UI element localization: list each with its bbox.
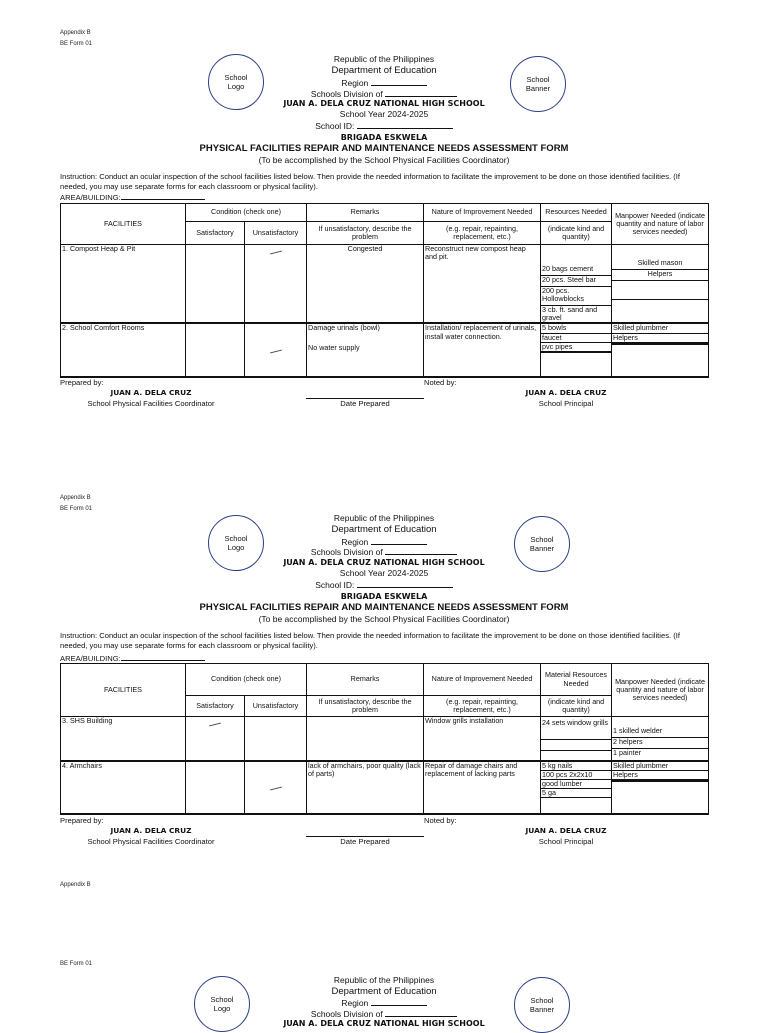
col-nature-sub: (e.g. repair, repainting, replacement, etc.) <box>424 222 541 245</box>
resource-item: 20 bags cement <box>541 265 611 276</box>
department-line: Department of Education <box>331 65 437 76</box>
manpower-item: Helpers <box>612 334 708 343</box>
col-nature-sub: (e.g. repair, repainting, replacement, etc.) <box>424 696 541 717</box>
nature-cell: Repair of damage chairs and replacement of lacking parts <box>424 761 541 814</box>
resource-item: good lumber <box>541 780 611 789</box>
school-year: School Year 2024-2025 <box>339 109 429 119</box>
manpower-cell <box>612 245 709 324</box>
manpower-item: 2 helpers <box>612 738 708 749</box>
school-banner-placeholder: School Banner <box>514 516 570 572</box>
col-manpower: Manpower Needed (indicate quantity and nature of labor services needed) <box>612 204 709 245</box>
facility-name: 4. Armchairs <box>61 761 186 814</box>
school-name: JUAN A. DELA CRUZ NATIONAL HIGH SCHOOL <box>283 1019 485 1028</box>
table-row <box>61 761 709 814</box>
form-code: BE Form 01 <box>60 41 93 47</box>
area-building-field: AREA/BUILDING: <box>60 192 205 202</box>
manpower-item: Skilled mason <box>612 259 708 270</box>
area-building-field: AREA/BUILDING: <box>60 653 205 663</box>
region-line: Region <box>180 997 588 1009</box>
manpower-item: 1 painter <box>613 748 641 757</box>
manpower-cell <box>612 323 709 377</box>
school-year: School Year 2024-2025 <box>339 568 429 578</box>
col-unsatisfactory: Unsatisfactory <box>245 696 307 717</box>
resource-item: faucet <box>541 334 611 343</box>
resource-item <box>541 740 611 751</box>
unsatisfactory-cell <box>245 761 307 814</box>
prepared-by-label: Prepared by: <box>60 378 104 387</box>
principal-title: School Principal <box>538 837 594 846</box>
school-id-line: School ID: <box>180 120 588 132</box>
form-subtitle: (To be accomplished by the School Physical Facilities Coordinator) <box>258 614 510 624</box>
resource-item: 3 cb. ft. sand and gravel <box>542 305 598 323</box>
col-facilities: FACILITIES <box>61 204 186 245</box>
col-condition: Condition (check one) <box>186 204 307 222</box>
principal-title: School Principal <box>538 399 594 408</box>
department-line: Department of Education <box>331 524 437 535</box>
col-facilities: FACILITIES <box>61 664 186 717</box>
school-logo-placeholder: School Logo <box>208 54 264 110</box>
manpower-item: Helpers <box>612 270 708 281</box>
form-code: BE Form 01 <box>60 506 93 512</box>
unsatisfactory-cell <box>245 245 307 324</box>
col-resources: Resources Needed <box>541 204 612 222</box>
school-logo-placeholder: School Logo <box>194 976 250 1032</box>
table-row <box>61 245 709 324</box>
col-resources-sub: (indicate kind and quantity) <box>541 696 612 717</box>
school-logo-placeholder: School Logo <box>208 515 264 571</box>
col-remarks-sub: If unsatisfactory, describe the problem <box>307 222 424 245</box>
program-title: BRIGADA ESKWELA <box>340 133 428 142</box>
col-remarks-sub: If unsatisfactory, describe the problem <box>307 696 424 717</box>
form-title: PHYSICAL FACILITIES REPAIR AND MAINTENANCE NEEDS ASSESSMENT FORM <box>199 602 569 613</box>
col-unsatisfactory: Unsatisfactory <box>245 222 307 245</box>
division-line: Schools Division of <box>180 88 588 100</box>
manpower-item: Skilled plumbmer <box>612 762 708 771</box>
table-row <box>61 323 709 377</box>
satisfactory-cell <box>186 717 245 761</box>
region-line: Region <box>180 77 588 89</box>
col-manpower: Manpower Needed (indicate quantity and nature of labor services needed) <box>612 664 709 717</box>
appendix-label: Appendix B <box>60 30 91 36</box>
manpower-cell <box>612 717 709 761</box>
check-mark-icon <box>270 350 282 354</box>
resources-cell <box>541 323 612 377</box>
division-line: Schools Division of <box>180 546 588 558</box>
satisfactory-cell <box>186 761 245 814</box>
manpower-cell <box>612 761 709 814</box>
resource-item: 200 pcs. Hollowblocks <box>541 287 611 306</box>
remarks-cell: lack of armchairs, poor quality (lack of parts) <box>307 761 424 814</box>
manpower-item: 1 skilled welder <box>612 727 708 738</box>
principal-name: JUAN A. DELA CRUZ <box>525 388 607 397</box>
resource-item <box>541 352 611 353</box>
school-name: JUAN A. DELA CRUZ NATIONAL HIGH SCHOOL <box>283 558 485 567</box>
facility-name: 1. Compost Heap & Pit <box>61 245 186 324</box>
resource-item: 24 sets window grills <box>541 717 611 740</box>
col-nature: Nature of Improvement Needed <box>424 664 541 696</box>
noted-by-label: Noted by: <box>424 816 457 825</box>
assessment-table <box>60 663 709 815</box>
date-prepared-label: Date Prepared <box>340 399 390 408</box>
date-prepared-label: Date Prepared <box>340 837 390 846</box>
coordinator-title: School Physical Facilities Coordinator <box>87 399 215 408</box>
col-satisfactory: Satisfactory <box>186 222 245 245</box>
facility-name: 3. SHS Building <box>61 717 186 761</box>
form-title: PHYSICAL FACILITIES REPAIR AND MAINTENANCE NEEDS ASSESSMENT FORM <box>199 143 569 154</box>
table-row <box>61 717 709 761</box>
resource-item: 5 kg nails <box>541 762 611 771</box>
division-line: Schools Division of <box>180 1008 588 1020</box>
coordinator-title: School Physical Facilities Coordinator <box>87 837 215 846</box>
check-mark-icon <box>270 251 282 255</box>
manpower-item <box>612 344 708 345</box>
remarks-cell: Damage urinals (bowl) No water supply <box>307 323 424 377</box>
coordinator-name: JUAN A. DELA CRUZ <box>110 826 192 835</box>
check-mark-icon <box>270 786 282 790</box>
unsatisfactory-cell <box>245 323 307 377</box>
form-code: BE Form 01 <box>60 961 93 967</box>
school-id-line: School ID: <box>180 579 588 591</box>
instruction-text: Instruction: Conduct an ocular inspection of the school facilities listed below. Then provide the needed information to facilitate the improvement to be done on those identified facilities. (If needed, you may use separate forms for each classroom or physical facility). <box>60 172 680 191</box>
program-title: BRIGADA ESKWELA <box>340 592 428 601</box>
resource-item: 5 bowls <box>541 324 611 333</box>
col-nature: Nature of Improvement Needed <box>424 204 541 222</box>
appendix-label: Appendix B <box>60 495 91 501</box>
instruction-text: Instruction: Conduct an ocular inspection of the school facilities listed below. Then provide the needed information to facilitate the improvement to be done on those identified facilities. (If needed, you may use separate forms for each classroom or physical facility). <box>60 631 680 650</box>
facility-name: 2. School Comfort Rooms <box>61 323 186 377</box>
school-name: JUAN A. DELA CRUZ NATIONAL HIGH SCHOOL <box>283 99 485 108</box>
assessment-table <box>60 203 709 378</box>
resources-cell <box>541 245 612 324</box>
resource-item: 100 pcs 2x2x10 <box>541 771 611 780</box>
manpower-item <box>612 781 708 782</box>
nature-cell: Reconstruct new compost heap and pit. <box>424 245 541 324</box>
resource-item: 20 pcs. Steel bar <box>541 276 611 287</box>
noted-by-label: Noted by: <box>424 378 457 387</box>
school-banner-placeholder: School Banner <box>514 977 570 1033</box>
col-satisfactory: Satisfactory <box>186 696 245 717</box>
nature-cell: Window grills installation <box>424 717 541 761</box>
manpower-item: Helpers <box>612 771 708 780</box>
form-subtitle: (To be accomplished by the School Physical Facilities Coordinator) <box>258 155 510 165</box>
check-mark-icon <box>209 723 221 727</box>
unsatisfactory-cell <box>245 717 307 761</box>
remarks-cell <box>307 717 424 761</box>
republic-line: Republic of the Philippines <box>333 54 435 64</box>
school-banner-placeholder: School Banner <box>510 56 566 112</box>
resources-cell <box>541 717 612 761</box>
region-line: Region <box>180 536 588 548</box>
resource-item: pvc pipes <box>541 343 611 352</box>
principal-name: JUAN A. DELA CRUZ <box>525 826 607 835</box>
republic-line: Republic of the Philippines <box>333 975 435 985</box>
satisfactory-cell <box>186 245 245 324</box>
department-line: Department of Education <box>331 986 437 997</box>
republic-line: Republic of the Philippines <box>333 513 435 523</box>
coordinator-name: JUAN A. DELA CRUZ <box>110 388 192 397</box>
col-remarks: Remarks <box>307 204 424 222</box>
resource-item: 5 ga <box>541 789 611 798</box>
nature-cell: Installation/ replacement of urinals, install water connection. <box>424 323 541 377</box>
col-resources-sub: (indicate kind and quantity) <box>541 222 612 245</box>
manpower-item: Skilled plumbmer <box>612 324 708 333</box>
appendix-label: Appendix B <box>60 882 91 888</box>
remarks-cell: Congested <box>307 245 424 324</box>
col-condition: Condition (check one) <box>186 664 307 696</box>
prepared-by-label: Prepared by: <box>60 816 104 825</box>
resources-cell <box>541 761 612 814</box>
col-resources: Material Resources Needed <box>541 664 612 696</box>
col-remarks: Remarks <box>307 664 424 696</box>
satisfactory-cell <box>186 323 245 377</box>
